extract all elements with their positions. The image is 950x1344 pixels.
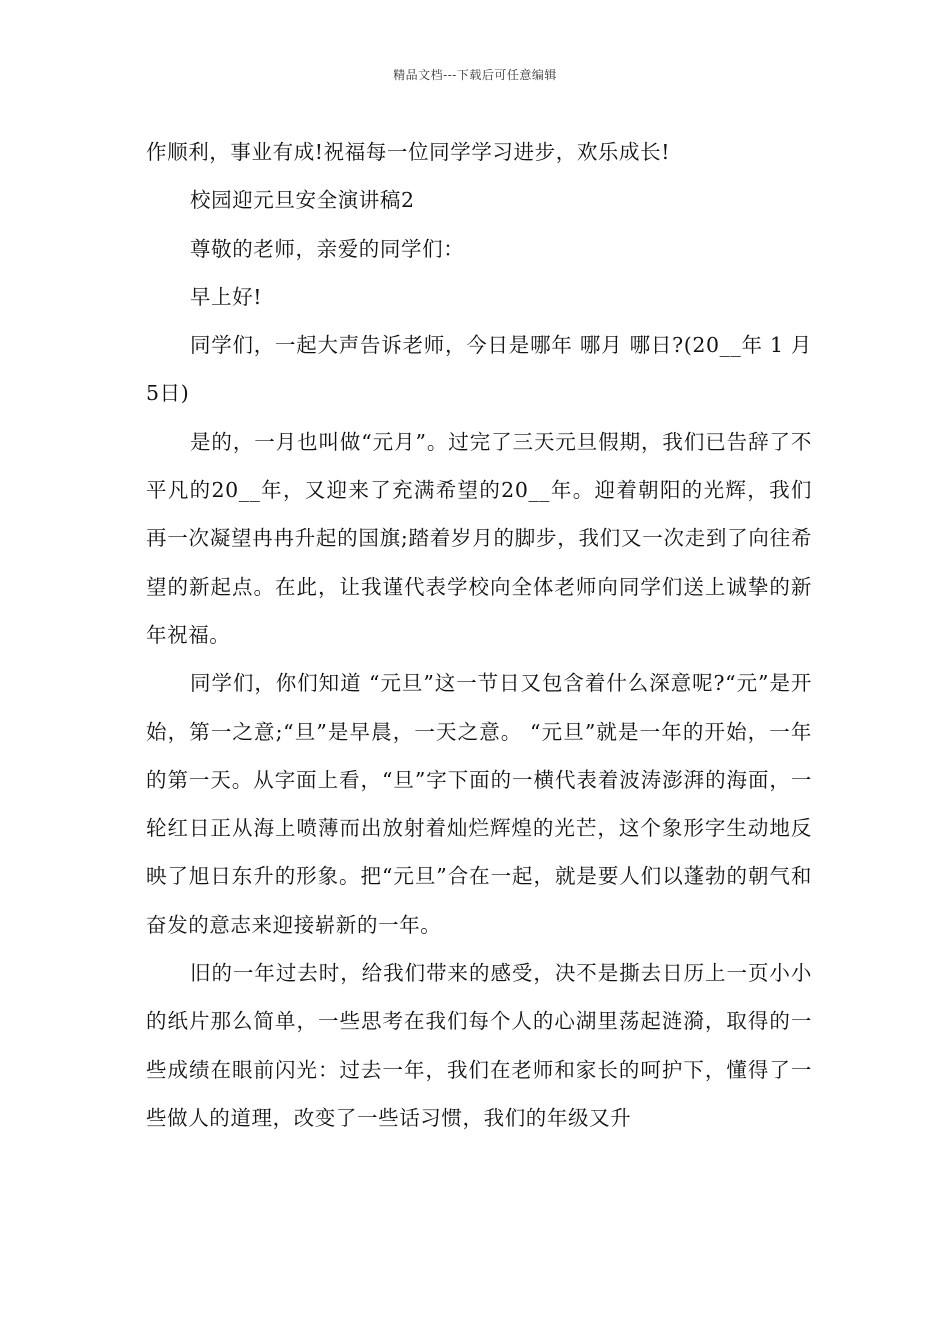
document-body — [146, 128, 812, 1142]
paragraph: 是的，一月也叫做“元月”。过完了三天元旦假期，我们已告辞了不平凡的20__年，又迎来了充满希望的20__年。迎着朝阳的光辉，我们再一次凝望冉冉升起的国旗;踏着岁月的脚步，我们又一次走到了向往希望的新起点。在此，让我谨代表学校向全体老师向同学们送上诚挚的新年祝福。 — [146, 429, 812, 647]
speech-title: 校园迎元旦安全演讲稿2 — [190, 188, 415, 213]
greeting: 早上好! — [190, 284, 263, 309]
paragraph: 同学们，一起大声告诉老师，今日是哪年 哪月 哪日?(20__年 1 月5日) — [146, 333, 812, 406]
page-header: 精品文档---下载后可任意编辑 — [393, 68, 557, 82]
paragraph: 同学们，你们知道 “元旦”这一节日又包含着什么深意呢?“元”是开始，第一之意;“旦”是早晨，一天之意。 “元旦”就是一年的开始，一年的第一天。从字面上看，“旦”字下面的一横代表着波涛澎湃的海面，一轮红日正从海上喷薄而出放射着灿烂辉煌的光芒，这个象形字生动地反映了旭日东升的形象。把“元旦”合在一起，就是要人们以蓬勃的朝气和奋发的意志来迎接崭新的一年。 — [146, 671, 812, 937]
paragraph: 旧的一年过去时，给我们带来的感受，决不是撕去日历上一页小小的纸片那么简单，一些思考在我们每个人的心湖里荡起涟漪，取得的一些成绩在眼前闪光：过去一年，我们在老师和家长的呵护下，懂得了一些做人的道理，改变了一些话习惯，我们的年级又升 — [146, 961, 812, 1130]
paragraph-continuation: 作顺利，事业有成!祝福每一位同学学习进步，欢乐成长! — [146, 140, 671, 164]
salutation: 尊敬的老师，亲爱的同学们： — [190, 236, 465, 261]
